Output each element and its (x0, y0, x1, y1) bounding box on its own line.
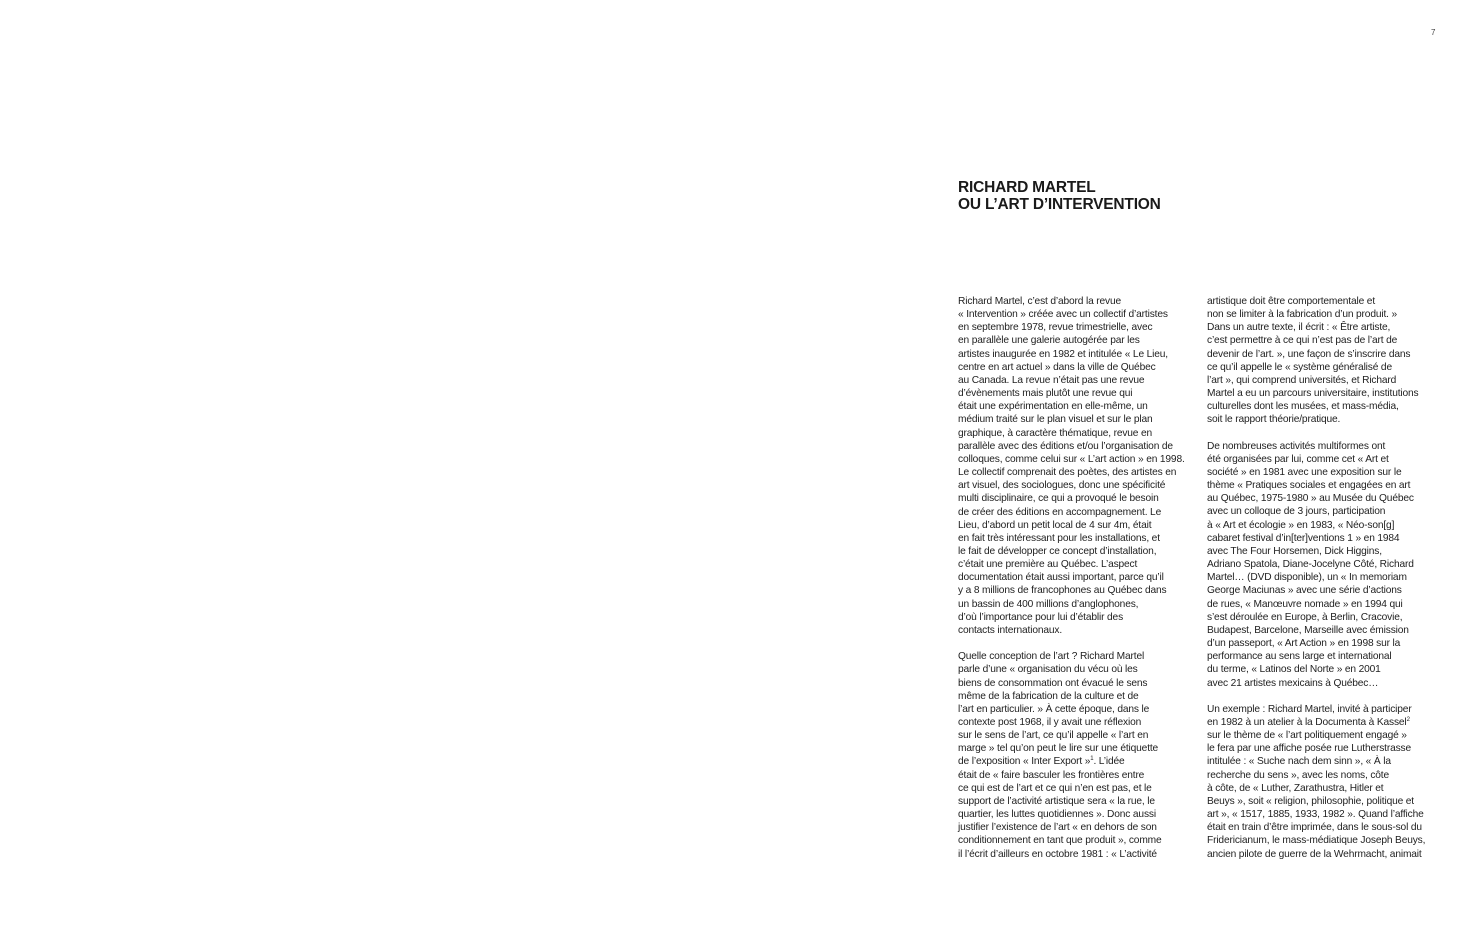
text-line: Martel a eu un parcours universitaire, institutions (1207, 388, 1419, 400)
right-text-column (1207, 295, 1442, 874)
text-line: art », « 1517, 1885, 1933, 1982 ». Quand l’affiche (1207, 809, 1424, 821)
text-line: culturelles dont les musées, et mass-média, (1207, 401, 1399, 413)
paragraph (1207, 295, 1442, 427)
text-line: performance au sens large et international (1207, 651, 1392, 663)
text-line: le fera par une affiche posée rue Lutherstrasse (1207, 743, 1412, 755)
footnote-marker: 1 (1090, 756, 1094, 763)
text-line: artistes inaugurée en 1982 et intitulée « Le Lieu, (958, 348, 1168, 360)
paragraph (958, 295, 1193, 637)
text-line: ce qui est de l’art et ce qui n’en est pas, et le (958, 782, 1152, 794)
text-line: « Intervention » créée avec un collectif d’artistes (958, 309, 1168, 321)
text-line: même de la fabrication de la culture et de (958, 690, 1139, 702)
text-line: en 1982 à un atelier à la Documenta à Kassel$^2$ (1207, 716, 1410, 728)
text-line: était de « faire basculer les frontières entre (958, 769, 1145, 781)
text-line: avec un colloque de 3 jours, participation (1207, 506, 1386, 518)
article-title (958, 179, 1161, 213)
text-line: d’évènements mais plutôt une revue qui (958, 388, 1133, 400)
text-line: il l’écrit d’ailleurs en octobre 1981 : « L’activité (958, 848, 1157, 860)
text-line: avec The Four Horsemen, Dick Higgins, (1207, 545, 1382, 557)
text-line: c’était une première au Québec. L’aspect (958, 559, 1138, 571)
title-line-2: OU L’ART D’INTERVENTION (958, 196, 1161, 213)
paragraph (1207, 703, 1442, 861)
text-line: à « Art et écologie » en 1983, « Néo-son[g] (1207, 519, 1395, 531)
text-line: support de l’activité artistique sera « la rue, le (958, 795, 1155, 807)
title-line-1: RICHARD MARTEL (958, 179, 1096, 196)
text-line: biens de consommation ont évacué le sens (958, 677, 1148, 689)
text-line: avec 21 artistes mexicains à Québec… (1207, 677, 1379, 689)
text-line: non se limiter à la fabrication d’un produit. » (1207, 309, 1398, 321)
text-line: recherche du sens », avec les noms, côte (1207, 769, 1390, 781)
text-line: graphique, à caractère thématique, revue en (958, 427, 1153, 439)
text-line: le fait de développer ce concept d’installation, (958, 545, 1157, 557)
left-text-column (958, 295, 1193, 874)
text-line: centre en art actuel » dans la ville de Québec (958, 361, 1156, 373)
text-line: Adriano Spatola, Diane-Jocelyne Côté, Richard (1207, 559, 1414, 571)
text-line: y a 8 millions de francophones au Québec dans (958, 585, 1167, 597)
text-line: à côte, de « Luther, Zarathustra, Hitler et (1207, 782, 1384, 794)
text-line: médium traité sur le plan visuel et sur le plan (958, 414, 1153, 426)
text-line: en septembre 1978, revue trimestrielle, avec (958, 322, 1153, 334)
text-line: au Canada. La revue n’était pas une revue (958, 374, 1145, 386)
text-line: de créer des éditions en accompagnement. Le (958, 506, 1162, 518)
page-number: 7 (1431, 28, 1436, 37)
text-line: Budapest, Barcelone, Marseille avec émission (1207, 624, 1409, 636)
text-line: soit le rapport théorie/pratique. (1207, 414, 1341, 426)
text-line: Dans un autre texte, il écrit : « Être artiste, (1207, 322, 1391, 334)
text-line: Quelle conception de l’art ? Richard Martel (958, 651, 1145, 663)
text-line: Beuys », soit « religion, philosophie, politique et (1207, 795, 1414, 807)
text-line: de rues, « Manœuvre nomade » en 1994 qui (1207, 598, 1403, 610)
text-line: s’est déroulée en Europe, à Berlin, Cracovie, (1207, 611, 1403, 623)
text-line: marge » tel qu’on peut le lire sur une étiquette (958, 743, 1159, 755)
text-line: d’un passeport, « Art Action » en 1998 sur la (1207, 638, 1401, 650)
text-line: Un exemple : Richard Martel, invité à participer (1207, 703, 1412, 715)
text-line: de l’exposition « Inter Export »$^1$. L’idée (958, 756, 1125, 768)
text-line: cabaret festival d’in[ter]ventions 1 » en 1984 (1207, 532, 1400, 544)
text-line: sur le thème de « l’art politiquement engagé » (1207, 730, 1407, 742)
text-line: en parallèle une galerie autogérée par les (958, 335, 1140, 347)
text-line: ancien pilote de guerre de la Wehrmacht, animait (1207, 848, 1422, 860)
text-line: l’art en particulier. » À cette époque, dans le (958, 703, 1150, 715)
text-line: était en train d’être imprimée, dans le sous-sol du (1207, 822, 1422, 834)
text-line: l’art », qui comprend universités, et Richard (1207, 374, 1397, 386)
text-line: en fait très intéressant pour les installations, et (958, 532, 1160, 544)
text-line: thème « Pratiques sociales et engagées en art (1207, 480, 1411, 492)
paragraph (1207, 440, 1442, 690)
text-line: devenir de l’art. », une façon de s’inscrire dans (1207, 348, 1411, 360)
text-line: contexte post 1968, il y avait une réflexion (958, 716, 1142, 728)
text-line: sur le sens de l’art, ce qu’il appelle « l’art en (958, 730, 1149, 742)
text-line: c’est permettre à ce qui n’est pas de l’art de (1207, 335, 1398, 347)
text-line: artistique doit être comportementale et (1207, 296, 1375, 307)
text-line: art visuel, des sociologues, donc une spécificité (958, 480, 1166, 492)
text-line: du terme, « Latinos del Norte » en 2001 (1207, 664, 1381, 676)
text-line: Richard Martel, c’est d’abord la revue (958, 296, 1122, 307)
footnote-marker: 2 (1406, 716, 1410, 723)
text-line: d’où l’importance pour lui d’établir des (958, 611, 1124, 623)
text-line: un bassin de 400 millions d’anglophones, (958, 598, 1139, 610)
text-line: Fridericianum, le mass-médiatique Joseph Beuys, (1207, 835, 1426, 847)
text-line: colloques, comme celui sur « L’art action » en 1998. (958, 453, 1185, 465)
text-line: justifier l’existence de l’art « en dehors de son (958, 822, 1157, 834)
text-line: documentation était aussi important, parce qu’il (958, 572, 1164, 584)
text-line: au Québec, 1975-1980 » au Musée du Québec (1207, 493, 1414, 505)
text-line: était une expérimentation en elle-même, un (958, 401, 1148, 413)
text-line: Lieu, d’abord un petit local de 4 sur 4m, était (958, 519, 1152, 531)
text-line: parle d’une « organisation du vécu où les (958, 664, 1138, 676)
text-line: parallèle avec des éditions et/ou l’organisation de (958, 440, 1173, 452)
text-line: De nombreuses activités multiformes ont (1207, 440, 1386, 452)
text-line: Martel… (DVD disponible), un « In memoriam (1207, 572, 1407, 584)
text-line: société » en 1981 avec une exposition sur le (1207, 467, 1402, 479)
text-line: été organisées par lui, comme cet « Art et (1207, 453, 1389, 465)
text-line: quartier, les luttes quotidiennes ». Donc aussi (958, 809, 1156, 821)
text-line: intitulée : « Suche nach dem sinn », « À la (1207, 756, 1391, 768)
text-line: conditionnement en tant que produit », comme (958, 835, 1162, 847)
text-line: contacts internationaux. (958, 624, 1063, 636)
text-line: multi disciplinaire, ce qui a provoqué le besoin (958, 493, 1159, 505)
paragraph (958, 650, 1193, 861)
text-line: Le collectif comprenait des poètes, des artistes en (958, 467, 1177, 479)
text-line: George Maciunas » avec une série d’actions (1207, 585, 1402, 597)
text-line: ce qu’il appelle le « système généralisé de (1207, 361, 1392, 373)
